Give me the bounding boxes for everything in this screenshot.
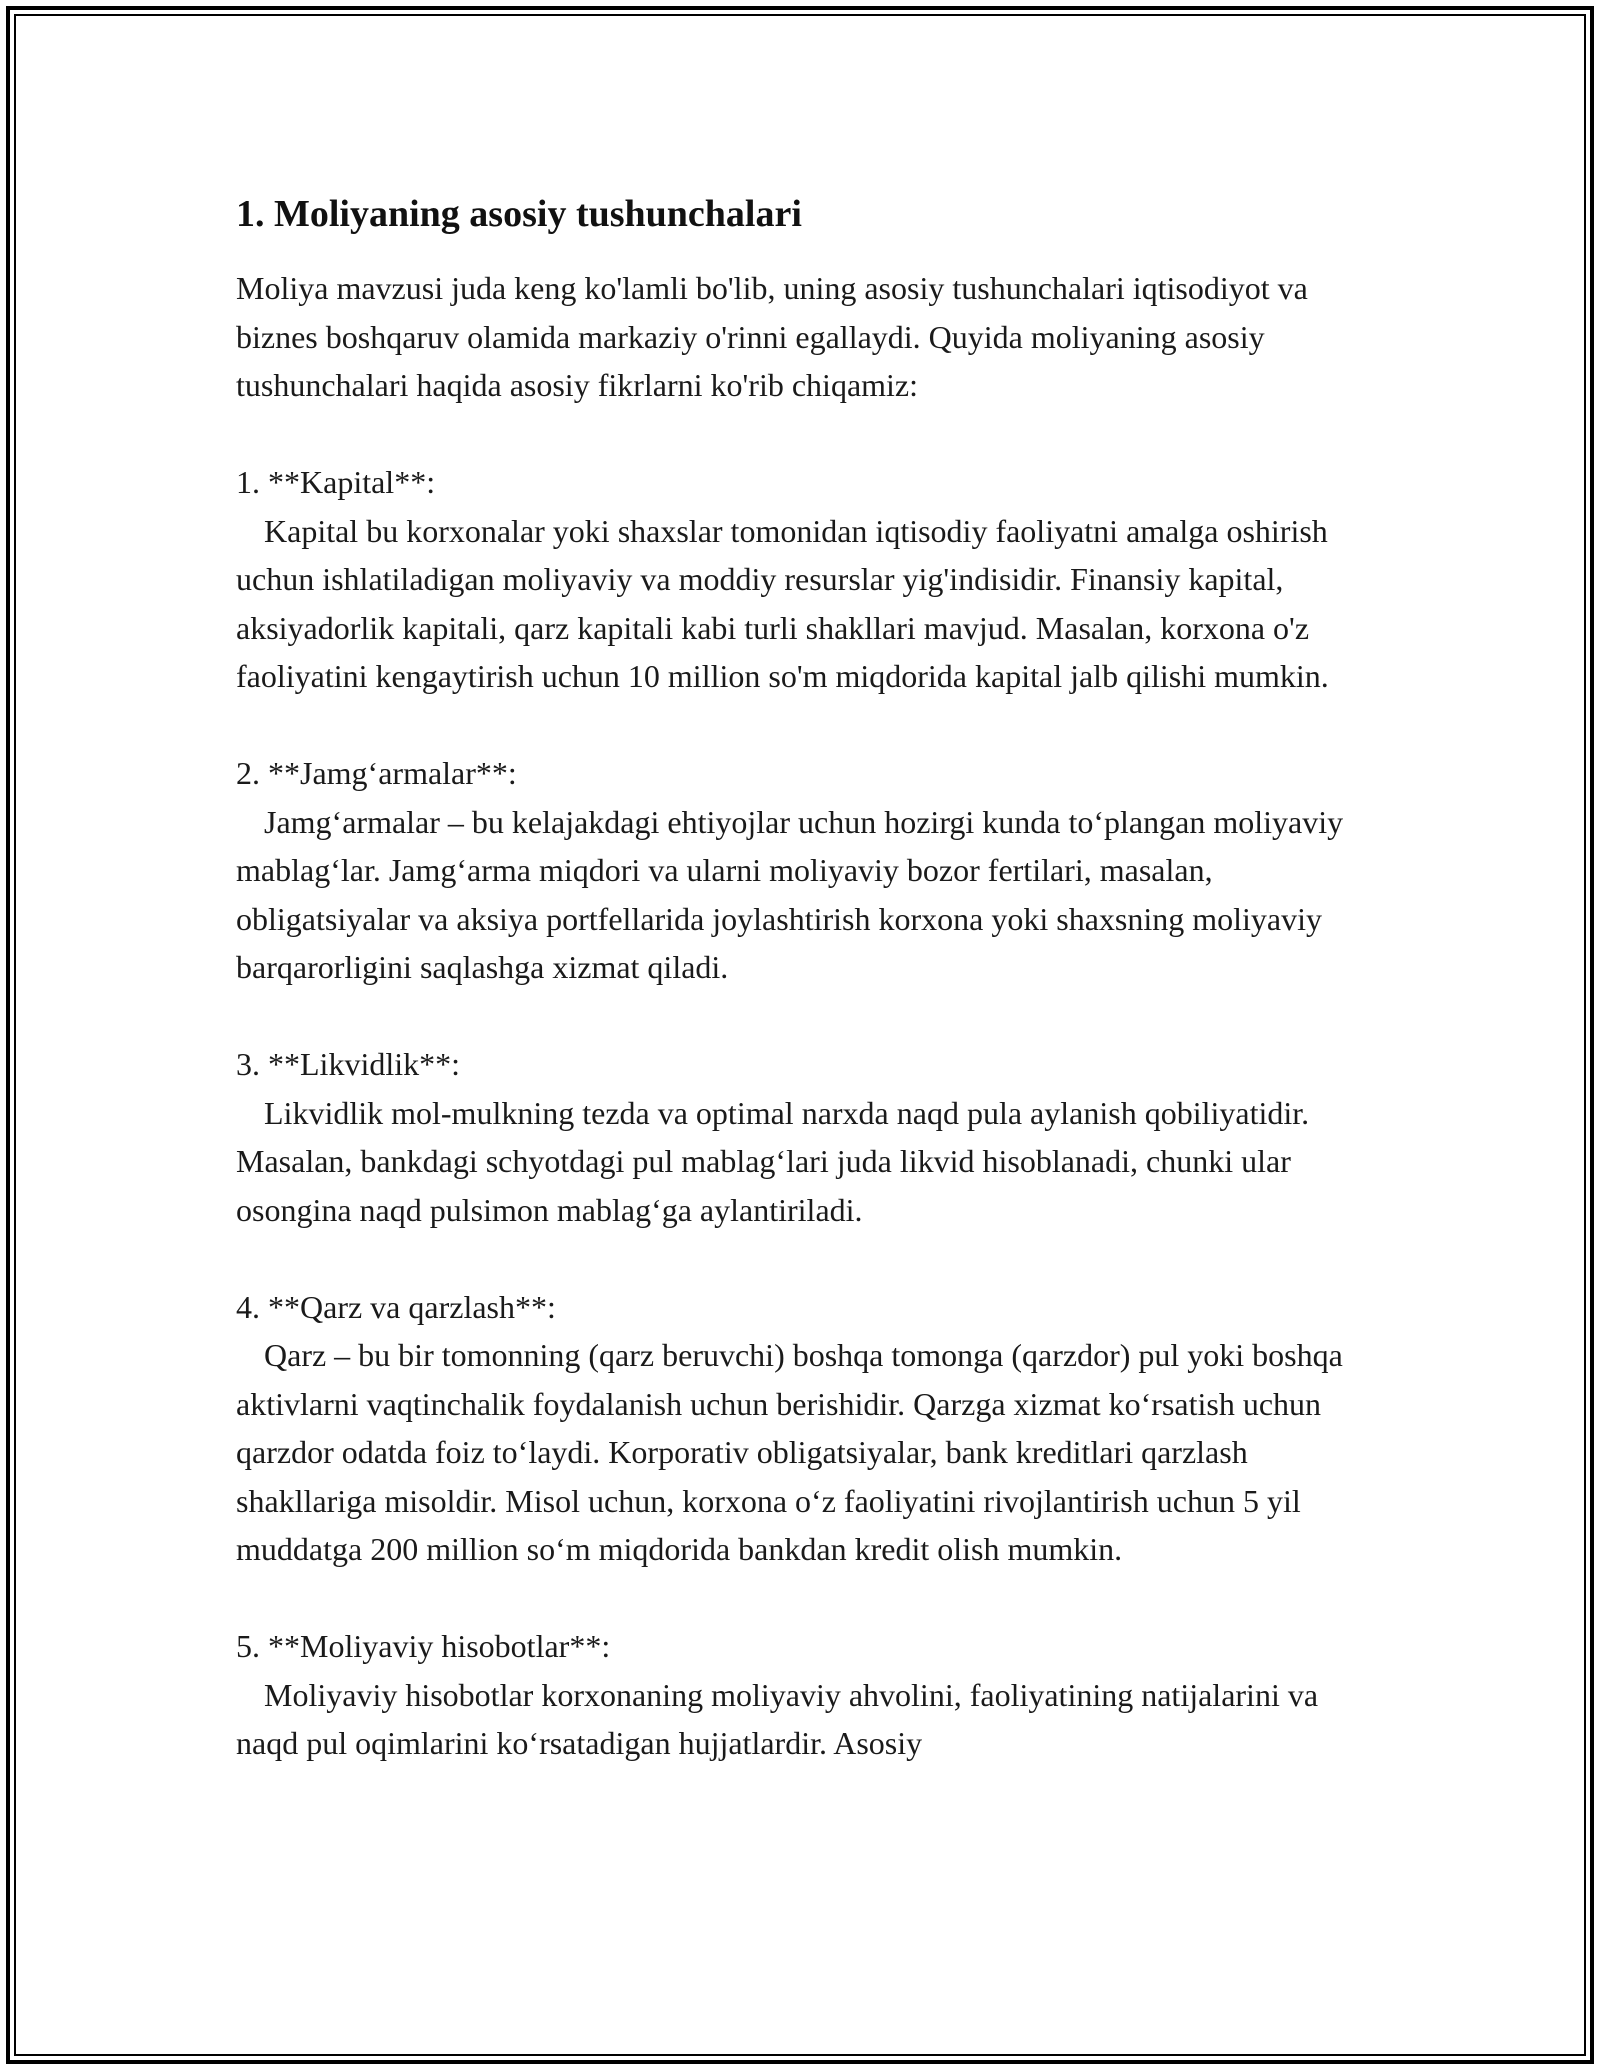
section-kapital (236, 458, 1386, 701)
document-body (236, 186, 1386, 1768)
section-heading: 4. **Qarz va qarzlash**: (236, 1288, 556, 1325)
section-qarz (236, 1283, 1386, 1574)
section-moliyaviy-hisobotlar (236, 1622, 1386, 1768)
section-body: Kapital bu korxonalar yoki shaxslar tomonidan iqtisodiy faoliyatni amalga oshirish uchun ishlatiladigan moliyaviy va moddiy resurslar yig'indisidir. Finansiy kapital, aksiyadorlik kapitali, qarz kapitali kabi turli shakllari mavjud. Masalan, korxona o'z faoliyatini kengaytirish uchun 10 million so'm miqdorida kapital jalb qilishi mumkin. (236, 512, 1329, 694)
section-body: Jamg‘armalar – bu kelajakdagi ehtiyojlar uchun hozirgi kunda to‘plangan moliyaviy mablag‘lar. Jamg‘arma miqdori va ularni moliyaviy bozor fertilari, masalan, obligatsiyalar va aksiya portfellarida joylashtirish korxona yoki shaxsning moliyaviy barqarorligini saqlashga xizmat qiladi. (236, 803, 1344, 985)
section-spacer (236, 992, 1386, 1041)
section-heading: 1. **Kapital**: (236, 464, 436, 500)
section-heading: 3. **Likvidlik**: (236, 1046, 460, 1082)
section-body: Likvidlik mol-mulkning tezda va optimal narxda naqd pula aylanish qobiliyatidir. Masalan, bankdagi schyotdagi pul mablag‘lari juda likvid hisoblanadi, chunki ular osongina naqd pulsimon mablag‘ga aylantiriladi. (236, 1094, 1310, 1228)
section-heading: 5. **Moliyaviy hisobotlar**: (236, 1628, 611, 1664)
document-title: 1. Moliyaning asosiy tushunchalari (236, 193, 802, 235)
section-spacer (236, 410, 1386, 459)
section-likvidlik (236, 1040, 1386, 1234)
section-spacer (236, 1574, 1386, 1623)
section-heading: 2. **Jamg‘armalar**: (236, 755, 517, 791)
section-spacer (236, 1234, 1386, 1283)
intro-paragraph: Moliya mavzusi juda keng ko'lamli bo'lib, uning asosiy tushunchalari iqtisodiyot va biznes boshqaruv olamida markaziy o'rinni egallaydi. Quyida moliyaning asosiy tushunchalari haqida asosiy fikrlarni ko'rib chiqamiz: (236, 270, 1316, 403)
section-body: Moliyaviy hisobotlar korxonaning moliyaviy ahvolini, faoliyatining natijalarini va naqd pul oqimlarini ko‘rsatadigan hujjatlardir. Asosiy (236, 1676, 1319, 1761)
section-spacer (236, 701, 1386, 750)
section-jamgarmalar (236, 749, 1386, 992)
section-body: Qarz – bu bir tomonning (qarz beruvchi) boshqa tomonga (qarzdor) pul yoki boshqa aktivlarni vaqtinchalik foydalanish uchun berishidir. Qarzga xizmat ko‘rsatish uchun qarzdor odatda foiz to‘laydi. Korporativ obligatsiyalar, bank kreditlari qarzlash shakllariga misoldir. Misol uchun, korxona o‘z faoliyatini rivojlantirish uchun 5 yil muddatga 200 million so‘m miqdorida bankdan kredit olish mumkin. (236, 1337, 1343, 1567)
